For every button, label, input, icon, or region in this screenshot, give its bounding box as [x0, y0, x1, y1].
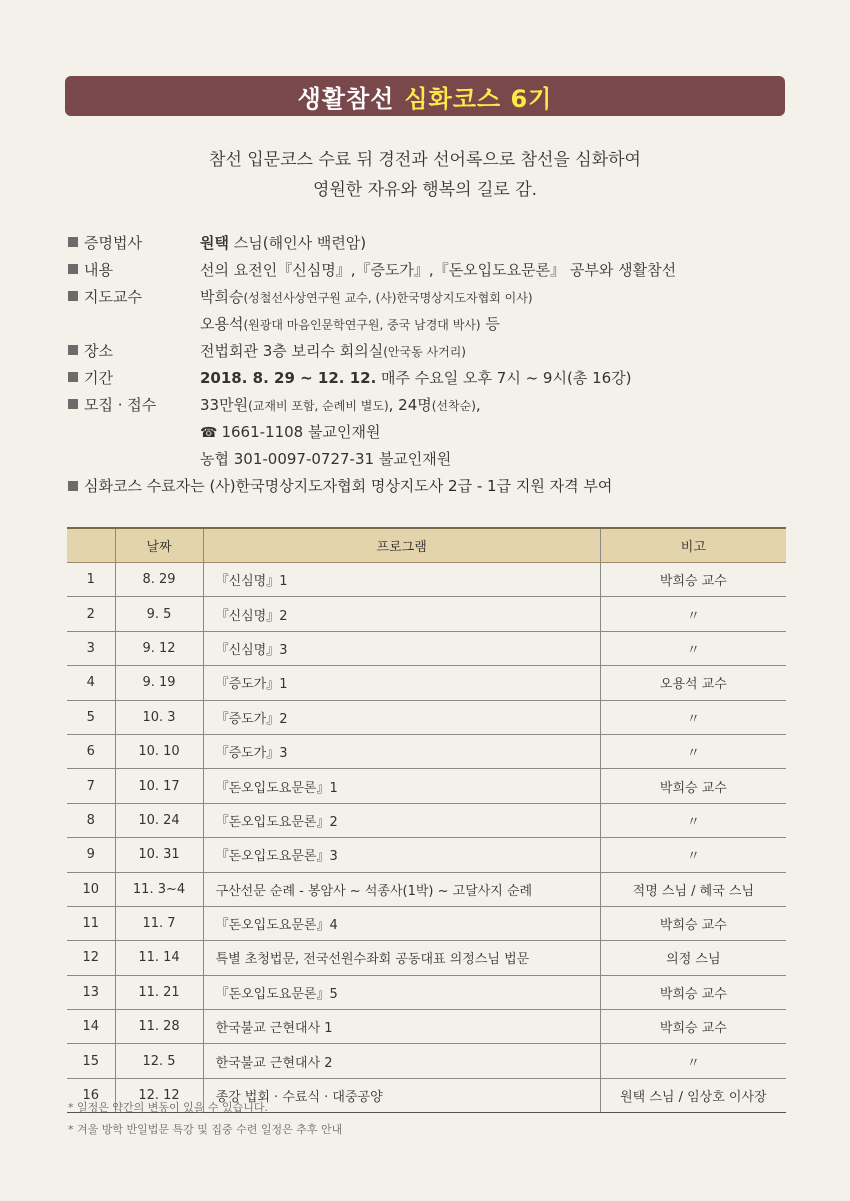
cell-program: 한국불교 근현대사 1 — [203, 1010, 600, 1044]
square-bullet-icon — [68, 264, 78, 274]
footnotes — [68, 1097, 342, 1141]
cell-number: 15 — [67, 1044, 115, 1078]
certify-rest: 스님(해인사 백련암) — [228, 234, 367, 252]
table-row — [67, 700, 786, 734]
prof1-name: 박희승 — [200, 288, 244, 306]
cell-program: 『신심명』2 — [203, 597, 600, 631]
info-row-certify — [68, 229, 828, 256]
cell-date: 9. 5 — [115, 597, 203, 631]
prof2-name: 오용석 — [200, 315, 244, 333]
place-value: 전법회관 3층 보리수 회의실 — [200, 342, 384, 360]
cell-date: 12. 5 — [115, 1044, 203, 1078]
footnote-1: * 일정은 약간의 변동이 있을 수 있습니다. — [68, 1101, 268, 1114]
footnote-2: * 겨울 방학 반일법문 특강 및 집중 수련 일정은 추후 안내 — [68, 1123, 343, 1136]
header-date: 날짜 — [115, 528, 203, 563]
cell-number: 7 — [67, 769, 115, 803]
table-row — [67, 872, 786, 906]
place-detail: (안국동 사거리) — [383, 345, 466, 359]
cell-date: 9. 19 — [115, 666, 203, 700]
table-row — [67, 734, 786, 768]
cell-number: 10 — [67, 872, 115, 906]
cell-date: 11. 7 — [115, 906, 203, 940]
table-row — [67, 838, 786, 872]
table-row — [67, 769, 786, 803]
content-value: 선의 요전인『신심명』,『증도가』,『돈오입도요문론』 공부와 생활참선 — [200, 261, 677, 279]
cell-date: 10. 10 — [115, 734, 203, 768]
cell-note: 박희승 교수 — [600, 563, 786, 597]
info-row-professor — [68, 283, 828, 310]
cell-number: 1 — [67, 563, 115, 597]
cell-program: 한국불교 근현대사 2 — [203, 1044, 600, 1078]
cell-note: 〃 — [600, 838, 786, 872]
title-main: 생활참선 — [297, 84, 395, 113]
intro-line-2: 영원한 자유와 행복의 길로 감. — [312, 180, 538, 200]
cell-program: 종강 법회 · 수료식 · 대중공양 — [203, 1078, 600, 1112]
header-number — [67, 528, 115, 563]
table-header-row — [67, 528, 786, 563]
cell-note: 〃 — [600, 1044, 786, 1078]
table-row — [67, 1044, 786, 1078]
table-row — [67, 563, 786, 597]
header-note: 비고 — [600, 528, 786, 563]
header-program: 프로그램 — [203, 528, 600, 563]
cell-number: 5 — [67, 700, 115, 734]
table-row — [67, 666, 786, 700]
cell-program: 『돈오입도요문론』4 — [203, 906, 600, 940]
cell-date: 8. 29 — [115, 563, 203, 597]
info-row-bank — [68, 445, 828, 472]
cell-number: 16 — [67, 1078, 115, 1112]
cell-number: 2 — [67, 597, 115, 631]
cell-program: 『돈오입도요문론』1 — [203, 769, 600, 803]
cell-date: 11. 21 — [115, 975, 203, 1009]
cell-program: 『돈오입도요문론』2 — [203, 803, 600, 837]
info-row-recruit — [68, 391, 828, 418]
cell-note: 의정 스님 — [600, 941, 786, 975]
table-row — [67, 975, 786, 1009]
table-row — [67, 941, 786, 975]
capacity-end: , — [475, 396, 481, 414]
intro-line-1: 참선 입문코스 수료 뒤 경전과 선어록으로 참선을 심화하여 — [209, 150, 641, 170]
cell-date: 9. 12 — [115, 631, 203, 665]
cell-note: 적명 스님 / 혜국 스님 — [600, 872, 786, 906]
cell-date: 11. 3~4 — [115, 872, 203, 906]
cell-program: 『증도가』3 — [203, 734, 600, 768]
table-row — [67, 906, 786, 940]
cell-date: 12. 12 — [115, 1078, 203, 1112]
cell-date: 10. 31 — [115, 838, 203, 872]
table-row — [67, 631, 786, 665]
period-dates: 2018. 8. 29 ~ 12. 12. — [200, 369, 377, 387]
info-row-period — [68, 364, 828, 391]
cell-program: 『신심명』3 — [203, 631, 600, 665]
info-row-professor-2 — [68, 310, 828, 337]
info-row-content — [68, 256, 828, 283]
cell-number: 14 — [67, 1010, 115, 1044]
cell-number: 4 — [67, 666, 115, 700]
info-label-professor: 지도교수 — [84, 288, 142, 306]
cell-number: 13 — [67, 975, 115, 1009]
phone-value: 1661-1108 불교인재원 — [221, 423, 381, 441]
info-label-period: 기간 — [84, 369, 113, 387]
cell-number: 3 — [67, 631, 115, 665]
table-row — [67, 803, 786, 837]
info-row-phone — [68, 418, 828, 445]
square-bullet-icon — [68, 237, 78, 247]
table-row — [67, 597, 786, 631]
cell-number: 12 — [67, 941, 115, 975]
square-bullet-icon — [68, 481, 78, 491]
cell-note: 〃 — [600, 734, 786, 768]
certify-name: 원택 — [200, 234, 229, 252]
prof2-suffix: 등 — [480, 315, 500, 333]
cell-note: 〃 — [600, 631, 786, 665]
cell-program: 구산선문 순례 - 봉암사 ~ 석종사(1박) ~ 고달사지 순례 — [203, 872, 600, 906]
cell-date: 11. 28 — [115, 1010, 203, 1044]
info-label-place: 장소 — [84, 342, 113, 360]
cell-note: 박희승 교수 — [600, 769, 786, 803]
info-row-place — [68, 337, 828, 364]
cell-note: 오용석 교수 — [600, 666, 786, 700]
info-label-certify: 증명법사 — [84, 234, 142, 252]
cell-number: 11 — [67, 906, 115, 940]
cell-program: 『증도가』2 — [203, 700, 600, 734]
cell-program: 『신심명』1 — [203, 563, 600, 597]
cell-program: 『증도가』1 — [203, 666, 600, 700]
cell-note: 〃 — [600, 597, 786, 631]
page-title — [65, 76, 785, 116]
info-label-recruit: 모집 · 접수 — [84, 396, 157, 414]
info-note: 심화코스 수료자는 (사)한국명상지도자협회 명상지도사 2급 - 1급 지원 자격 부여 — [84, 477, 613, 495]
info-label-content: 내용 — [84, 261, 113, 279]
cell-date: 10. 3 — [115, 700, 203, 734]
info-note-row — [68, 472, 828, 499]
cell-date: 11. 14 — [115, 941, 203, 975]
schedule-table — [67, 527, 786, 1113]
cell-number: 9 — [67, 838, 115, 872]
telephone-icon: ☎ — [200, 425, 218, 441]
prof1-detail: (성철선사상연구원 교수, (사)한국명상지도자협회 이사) — [243, 291, 533, 305]
info-section — [68, 229, 828, 499]
period-rest: 매주 수요일 오후 7시 ~ 9시(총 16강) — [376, 369, 632, 387]
bank-value: 농협 301-0097-0727-31 불교인재원 — [200, 450, 452, 468]
cell-note: 박희승 교수 — [600, 906, 786, 940]
square-bullet-icon — [68, 372, 78, 382]
prof2-detail: (원광대 마음인문학연구원, 중국 남경대 박사) — [243, 318, 481, 332]
fee-detail: (교재비 포함, 순례비 별도) — [248, 399, 389, 413]
cell-program: 『돈오입도요문론』3 — [203, 838, 600, 872]
cell-date: 10. 24 — [115, 803, 203, 837]
intro-text — [0, 145, 850, 205]
capacity-detail: (선착순) — [431, 399, 476, 413]
fee: 33만원 — [200, 396, 249, 414]
cell-number: 6 — [67, 734, 115, 768]
square-bullet-icon — [68, 345, 78, 355]
cell-note: 박희승 교수 — [600, 1010, 786, 1044]
capacity: , 24명 — [388, 396, 432, 414]
cell-date: 10. 17 — [115, 769, 203, 803]
cell-program: 『돈오입도요문론』5 — [203, 975, 600, 1009]
square-bullet-icon — [68, 399, 78, 409]
cell-note: 〃 — [600, 700, 786, 734]
table-row — [67, 1010, 786, 1044]
cell-note: 〃 — [600, 803, 786, 837]
square-bullet-icon — [68, 291, 78, 301]
title-highlight: 심화코스 6기 — [404, 84, 553, 113]
cell-program: 특별 초청법문, 전국선원수좌회 공동대표 의정스님 법문 — [203, 941, 600, 975]
cell-note: 원택 스님 / 임상호 이사장 — [600, 1078, 786, 1112]
cell-note: 박희승 교수 — [600, 975, 786, 1009]
cell-number: 8 — [67, 803, 115, 837]
